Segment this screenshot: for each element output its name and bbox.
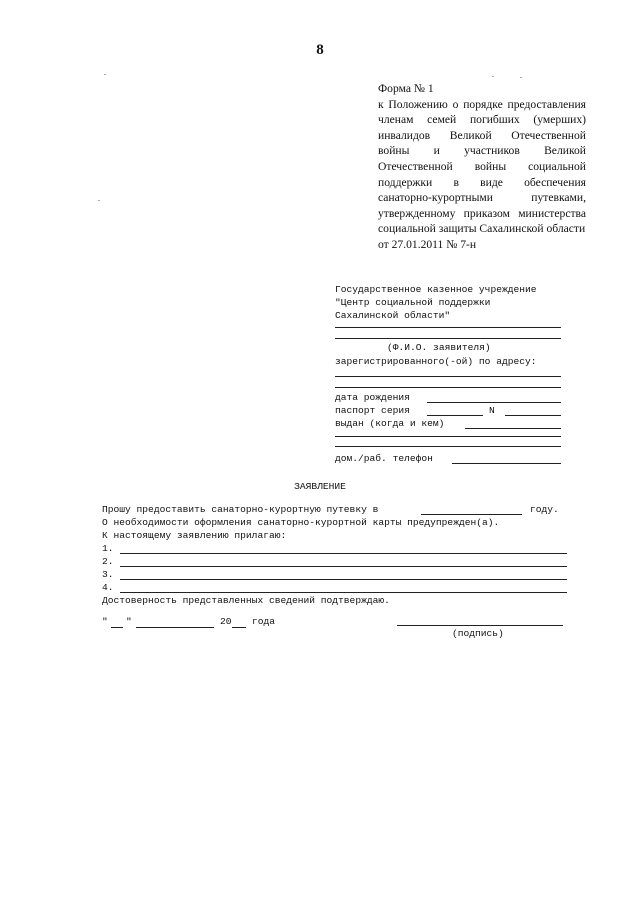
request-text: Прошу предоставить санаторно-курортную путевку в bbox=[102, 504, 379, 515]
issued-by-field-line[interactable] bbox=[465, 428, 561, 429]
request-row bbox=[102, 503, 567, 516]
birth-date-field-line[interactable] bbox=[427, 402, 561, 403]
year-suffix: года bbox=[252, 616, 276, 627]
birth-date-row bbox=[335, 391, 561, 404]
address-field-line[interactable] bbox=[335, 376, 561, 377]
request-suffix: году. bbox=[530, 504, 559, 515]
attachments-intro: К настоящему заявлению прилагаю: bbox=[102, 530, 287, 541]
order-reference: от 27.01.2011 № 7-н bbox=[378, 237, 477, 251]
attachment-number: 2. bbox=[102, 556, 114, 567]
attachment-item bbox=[102, 568, 567, 581]
addressee-line-1: Государственное казенное учреждение bbox=[335, 284, 537, 295]
attachment-item bbox=[102, 542, 567, 555]
issued-by-row bbox=[335, 417, 561, 430]
name-field-line[interactable] bbox=[335, 338, 561, 339]
quote-open: " bbox=[102, 616, 108, 627]
attachment-item bbox=[102, 555, 567, 568]
appendix-text: к Положению о порядке предоставления членам семей погибших (умерших) инвалидов Великой Отечественной войны и участников Великой Отечественной войны социальной поддержки в виде обеспечения санаторно-курортными путевками, утвержденному приказом министерства социальной защиты Сахалинской области bbox=[378, 97, 586, 236]
address-field-line[interactable] bbox=[335, 387, 561, 388]
page-number: 8 bbox=[316, 42, 324, 58]
scan-speck bbox=[520, 77, 522, 78]
scan-speck bbox=[98, 200, 100, 201]
attachment-number: 4. bbox=[102, 582, 114, 593]
issued-by-label: выдан (когда и кем) bbox=[335, 418, 445, 429]
passport-number-field-line[interactable] bbox=[505, 415, 561, 416]
year-field-line[interactable] bbox=[421, 514, 522, 515]
application-body bbox=[102, 503, 567, 607]
attachment-field-line[interactable] bbox=[120, 566, 567, 567]
number-sign: N bbox=[489, 405, 495, 416]
form-number: Форма № 1 bbox=[378, 82, 434, 95]
addressee-line-3: Сахалинской области" bbox=[335, 310, 451, 321]
attachment-number: 3. bbox=[102, 569, 114, 580]
day-field-line[interactable] bbox=[111, 627, 123, 628]
issued-by-field-line[interactable] bbox=[335, 436, 561, 437]
phone-field-line[interactable] bbox=[452, 463, 561, 464]
passport-row bbox=[335, 404, 561, 417]
year-digits-field-line[interactable] bbox=[232, 627, 246, 628]
signature-caption: (подпись) bbox=[452, 628, 504, 639]
attachment-field-line[interactable] bbox=[120, 592, 567, 593]
addressee-block bbox=[335, 283, 561, 465]
phone-label: дом./раб. телефон bbox=[335, 453, 433, 464]
appendix-header bbox=[378, 81, 586, 253]
name-field-line[interactable] bbox=[335, 327, 561, 328]
attachment-field-line[interactable] bbox=[120, 579, 567, 580]
passport-series-label: паспорт серия bbox=[335, 405, 410, 416]
signature-field-line[interactable] bbox=[397, 625, 563, 626]
attachment-item bbox=[102, 581, 567, 594]
document-title: ЗАЯВЛЕНИЕ bbox=[294, 481, 346, 492]
birth-date-label: дата рождения bbox=[335, 392, 410, 403]
phone-row bbox=[335, 452, 561, 465]
year-prefix: 20 bbox=[220, 616, 232, 627]
scan-speck bbox=[492, 76, 494, 77]
issued-by-field-line[interactable] bbox=[335, 446, 561, 447]
attachment-number: 1. bbox=[102, 543, 114, 554]
attachment-field-line[interactable] bbox=[120, 553, 567, 554]
scan-speck bbox=[104, 74, 106, 75]
registered-label: зарегистрированного(-ой) по адресу: bbox=[335, 356, 537, 367]
card-notice: О необходимости оформления санаторно-курортной карты предупрежден(а). bbox=[102, 517, 500, 528]
passport-series-field-line[interactable] bbox=[427, 415, 483, 416]
addressee-line-2: "Центр социальной поддержки bbox=[335, 297, 491, 308]
fio-caption: (Ф.И.О. заявителя) bbox=[387, 342, 491, 353]
month-field-line[interactable] bbox=[136, 627, 214, 628]
quote-close: " bbox=[126, 616, 132, 627]
confirmation-text: Достоверность представленных сведений подтверждаю. bbox=[102, 595, 390, 606]
